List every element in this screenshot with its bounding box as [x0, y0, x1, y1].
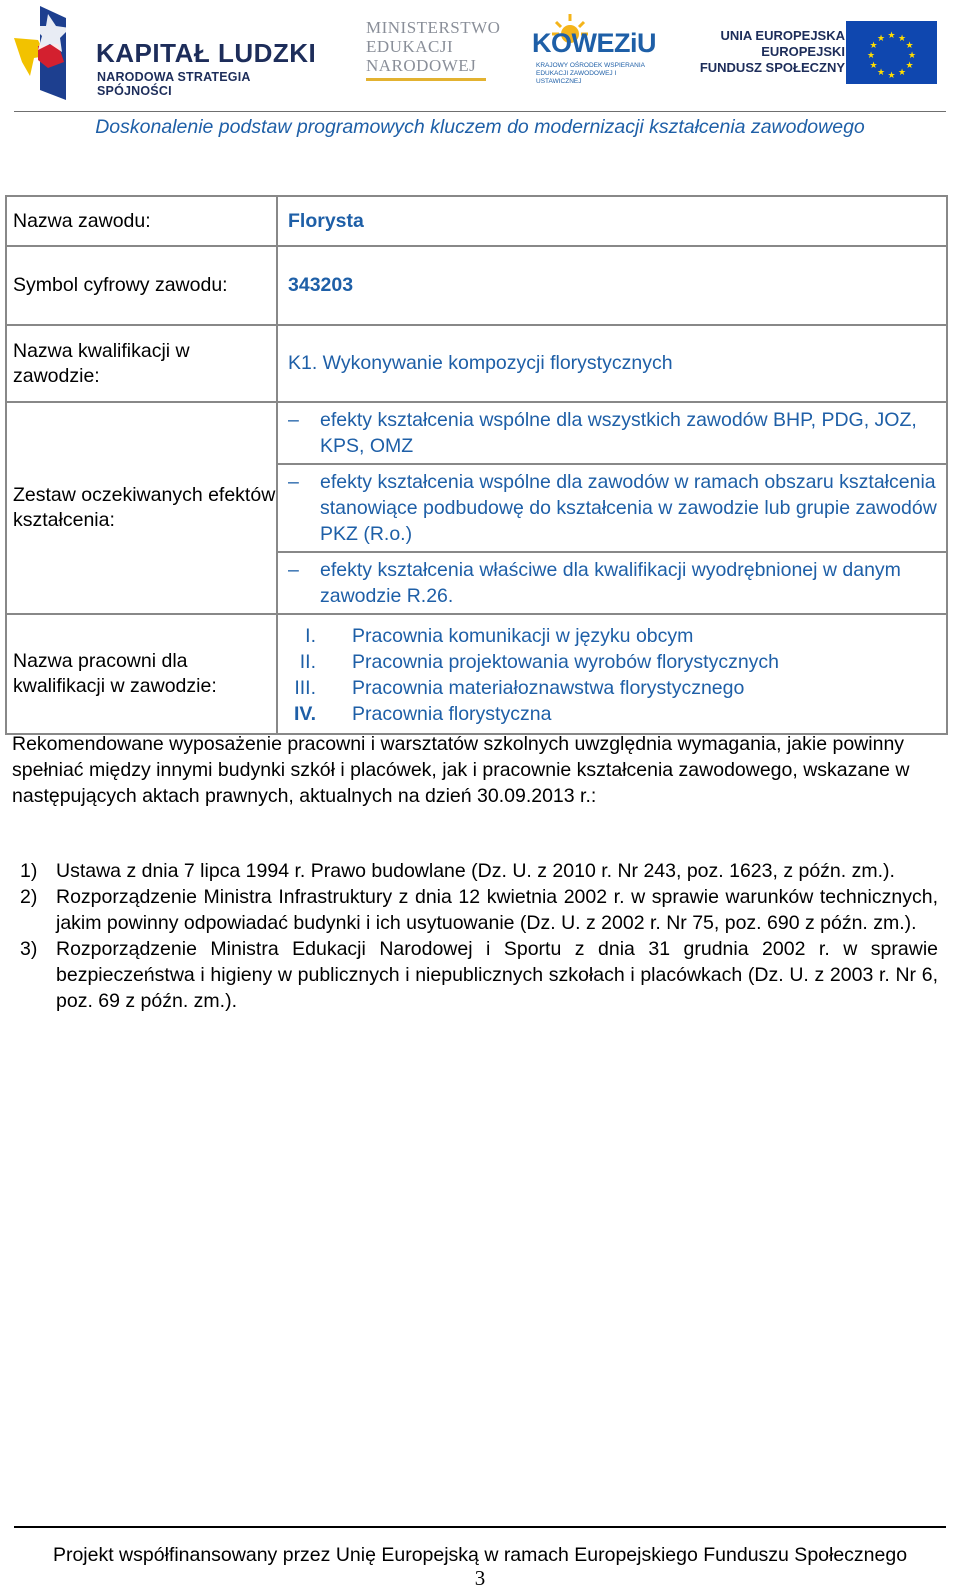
intro-paragraph: Rekomendowane wyposażenie pracowni i warsztatów szkolnych uwzględnia wymagania, jakie powinny spełniać między innymi budynki szkół i placówek, jak i pracownie kształcenia zawodowego, wskazane w następujących aktach prawnych, aktualnych na dzień 30.09.2013 r.: — [12, 733, 910, 807]
efekty-item-text: efekty kształcenia właściwe dla kwalifikacji wyodrębnionej w danym zawodzie R.26. — [320, 559, 901, 607]
reference-item — [20, 858, 938, 884]
ministerstwo-line2: EDUKACJI — [366, 37, 454, 56]
reference-text: Ustawa z dnia 7 lipca 1994 r. Prawo budowlane (Dz. U. z 2010 r. Nr 243, poz. 1623, z późn. zm.). — [56, 860, 895, 882]
list-item-number: IV. — [293, 703, 316, 725]
list-item-text: Pracownia materiałoznawstwa florystycznego — [352, 677, 745, 699]
koweziu-wordmark: KOWEZiU — [532, 28, 656, 58]
ue-line2: EUROPEJSKI — [761, 44, 845, 59]
list-item-text: Pracownia florystyczna — [352, 703, 552, 725]
list-item — [278, 675, 946, 701]
svg-text:★: ★ — [887, 71, 896, 81]
reference-number: 1) — [20, 860, 38, 882]
document-subtitle: Doskonalenie podstaw programowych kluczem do modernizacji kształcenia zawodowego — [95, 116, 865, 138]
reference-item — [20, 936, 938, 1014]
svg-text:★: ★ — [905, 41, 914, 51]
ministerstwo-bar — [366, 78, 486, 81]
footer-divider — [14, 1526, 946, 1528]
koweziu-subtitle: KRAJOWY OŚRODEK WSPIERANIA EDUKACJI ZAWODOWEJ I USTAWICZNEJ — [536, 62, 645, 85]
label-symbol-cyfrowy: Symbol cyfrowy zawodu: — [6, 246, 277, 325]
table-row-kwalifikacja — [6, 325, 947, 402]
ministerstwo-logo — [366, 18, 506, 75]
reference-item — [20, 884, 938, 936]
label-efekty: Zestaw oczekiwanych efektów kształcenia: — [6, 402, 277, 614]
koweziu-logo — [528, 18, 656, 85]
ministerstwo-line3: NARODOWEJ — [366, 56, 477, 75]
kapital-ludzki-title: KAPITAŁ LUDZKI — [96, 38, 317, 68]
reference-number: 2) — [20, 886, 38, 908]
svg-text:★: ★ — [876, 34, 886, 44]
svg-text:★: ★ — [869, 61, 878, 71]
footer-text: Projekt współfinansowany przez Unię Europejską w ramach Europejskiego Funduszu Społecznego — [52, 1544, 908, 1566]
list-item-number: I. — [305, 625, 316, 647]
svg-text:★: ★ — [887, 31, 896, 41]
reference-text: Rozporządzenie Ministra Infrastruktury z dnia 12 kwietnia 2002 r. w sprawie warunków technicznych, jakim powinny odpowiadać budynki i ich usytuowanie (Dz. U. z 2002 r. Nr 75, poz. 690 z późn. zm.). — [56, 886, 938, 934]
kapital-ludzki-emblem-icon — [8, 4, 88, 104]
efekty-item — [278, 403, 946, 463]
ue-line1: UNIA EUROPEJSKA — [720, 28, 845, 43]
list-item-text: Pracownia projektowania wyrobów florystycznych — [352, 651, 780, 673]
svg-text:★: ★ — [905, 61, 914, 71]
dash-bullet-icon: – — [288, 559, 299, 581]
table-row-zawod — [6, 196, 947, 246]
logo-header — [0, 0, 960, 112]
reference-text: Rozporządzenie Ministra Edukacji Narodowej i Sportu z dnia 31 grudnia 2002 r. w sprawie bezpieczeństwa i higieny w publicznych i niepublicznych szkołach i placówkach (Dz. U. z 2003 r. Nr 6, poz. 69 z późn. zm.). — [56, 938, 938, 1012]
ministerstwo-line1: MINISTERSTWO — [366, 18, 501, 37]
svg-text:★: ★ — [876, 68, 886, 78]
efekty-item-text: efekty kształcenia wspólne dla wszystkich zawodów BHP, PDG, JOZ, KPS, OMZ — [320, 409, 917, 457]
kapital-ludzki-subtitle: NARODOWA STRATEGIA SPÓJNOŚCI — [97, 70, 251, 98]
label-nazwa-zawodu: Nazwa zawodu: — [6, 196, 277, 246]
list-item-number: II. — [299, 651, 316, 673]
svg-text:★: ★ — [897, 68, 907, 78]
list-item — [278, 623, 946, 649]
table-row-symbol — [6, 246, 947, 325]
label-nazwa-kwalifikacji: Nazwa kwalifikacji w zawodzie: — [6, 325, 277, 402]
reference-number: 3) — [20, 938, 38, 960]
value-nazwa-kwalifikacji: K1. Wykonywanie kompozycji florystycznych — [277, 325, 947, 402]
svg-text:★: ★ — [907, 51, 917, 61]
value-efekty — [277, 402, 947, 614]
dash-bullet-icon: – — [288, 471, 299, 493]
legal-references-list — [20, 858, 938, 1014]
value-symbol-cyfrowy: 343203 — [277, 246, 947, 325]
svg-text:★: ★ — [897, 34, 907, 44]
ue-line3: FUNDUSZ SPOŁECZNY — [699, 60, 845, 75]
svg-text:★: ★ — [869, 41, 878, 51]
efekty-item — [278, 551, 946, 613]
page-number: 3 — [474, 1566, 486, 1590]
efekty-item — [278, 463, 946, 551]
table-row-pracownie — [6, 614, 947, 734]
list-item-text: Pracownia komunikacji w języku obcym — [352, 625, 694, 647]
ue-logo — [699, 16, 945, 86]
value-nazwa-zawodu: Florysta — [277, 196, 947, 246]
qualification-table — [5, 195, 948, 735]
efekty-item-text: efekty kształcenia wspólne dla zawodów w ramach obszaru kształcenia stanowiące podbudowę do kształcenia w zawodzie lub grupie zawodów PKZ (R.o.) — [320, 471, 937, 545]
kapital-ludzki-logo — [8, 4, 328, 104]
list-item — [278, 701, 946, 727]
svg-text:★: ★ — [866, 51, 876, 61]
eu-flag-icon — [846, 21, 937, 84]
label-pracownie: Nazwa pracowni dla kwalifikacji w zawodzie: — [6, 614, 277, 734]
header-divider — [14, 111, 946, 112]
list-item-number: III. — [294, 677, 316, 699]
pracownie-list — [278, 615, 946, 733]
dash-bullet-icon: – — [288, 409, 299, 431]
table-row-efekty — [6, 402, 947, 614]
value-pracownie — [277, 614, 947, 734]
list-item — [278, 649, 946, 675]
